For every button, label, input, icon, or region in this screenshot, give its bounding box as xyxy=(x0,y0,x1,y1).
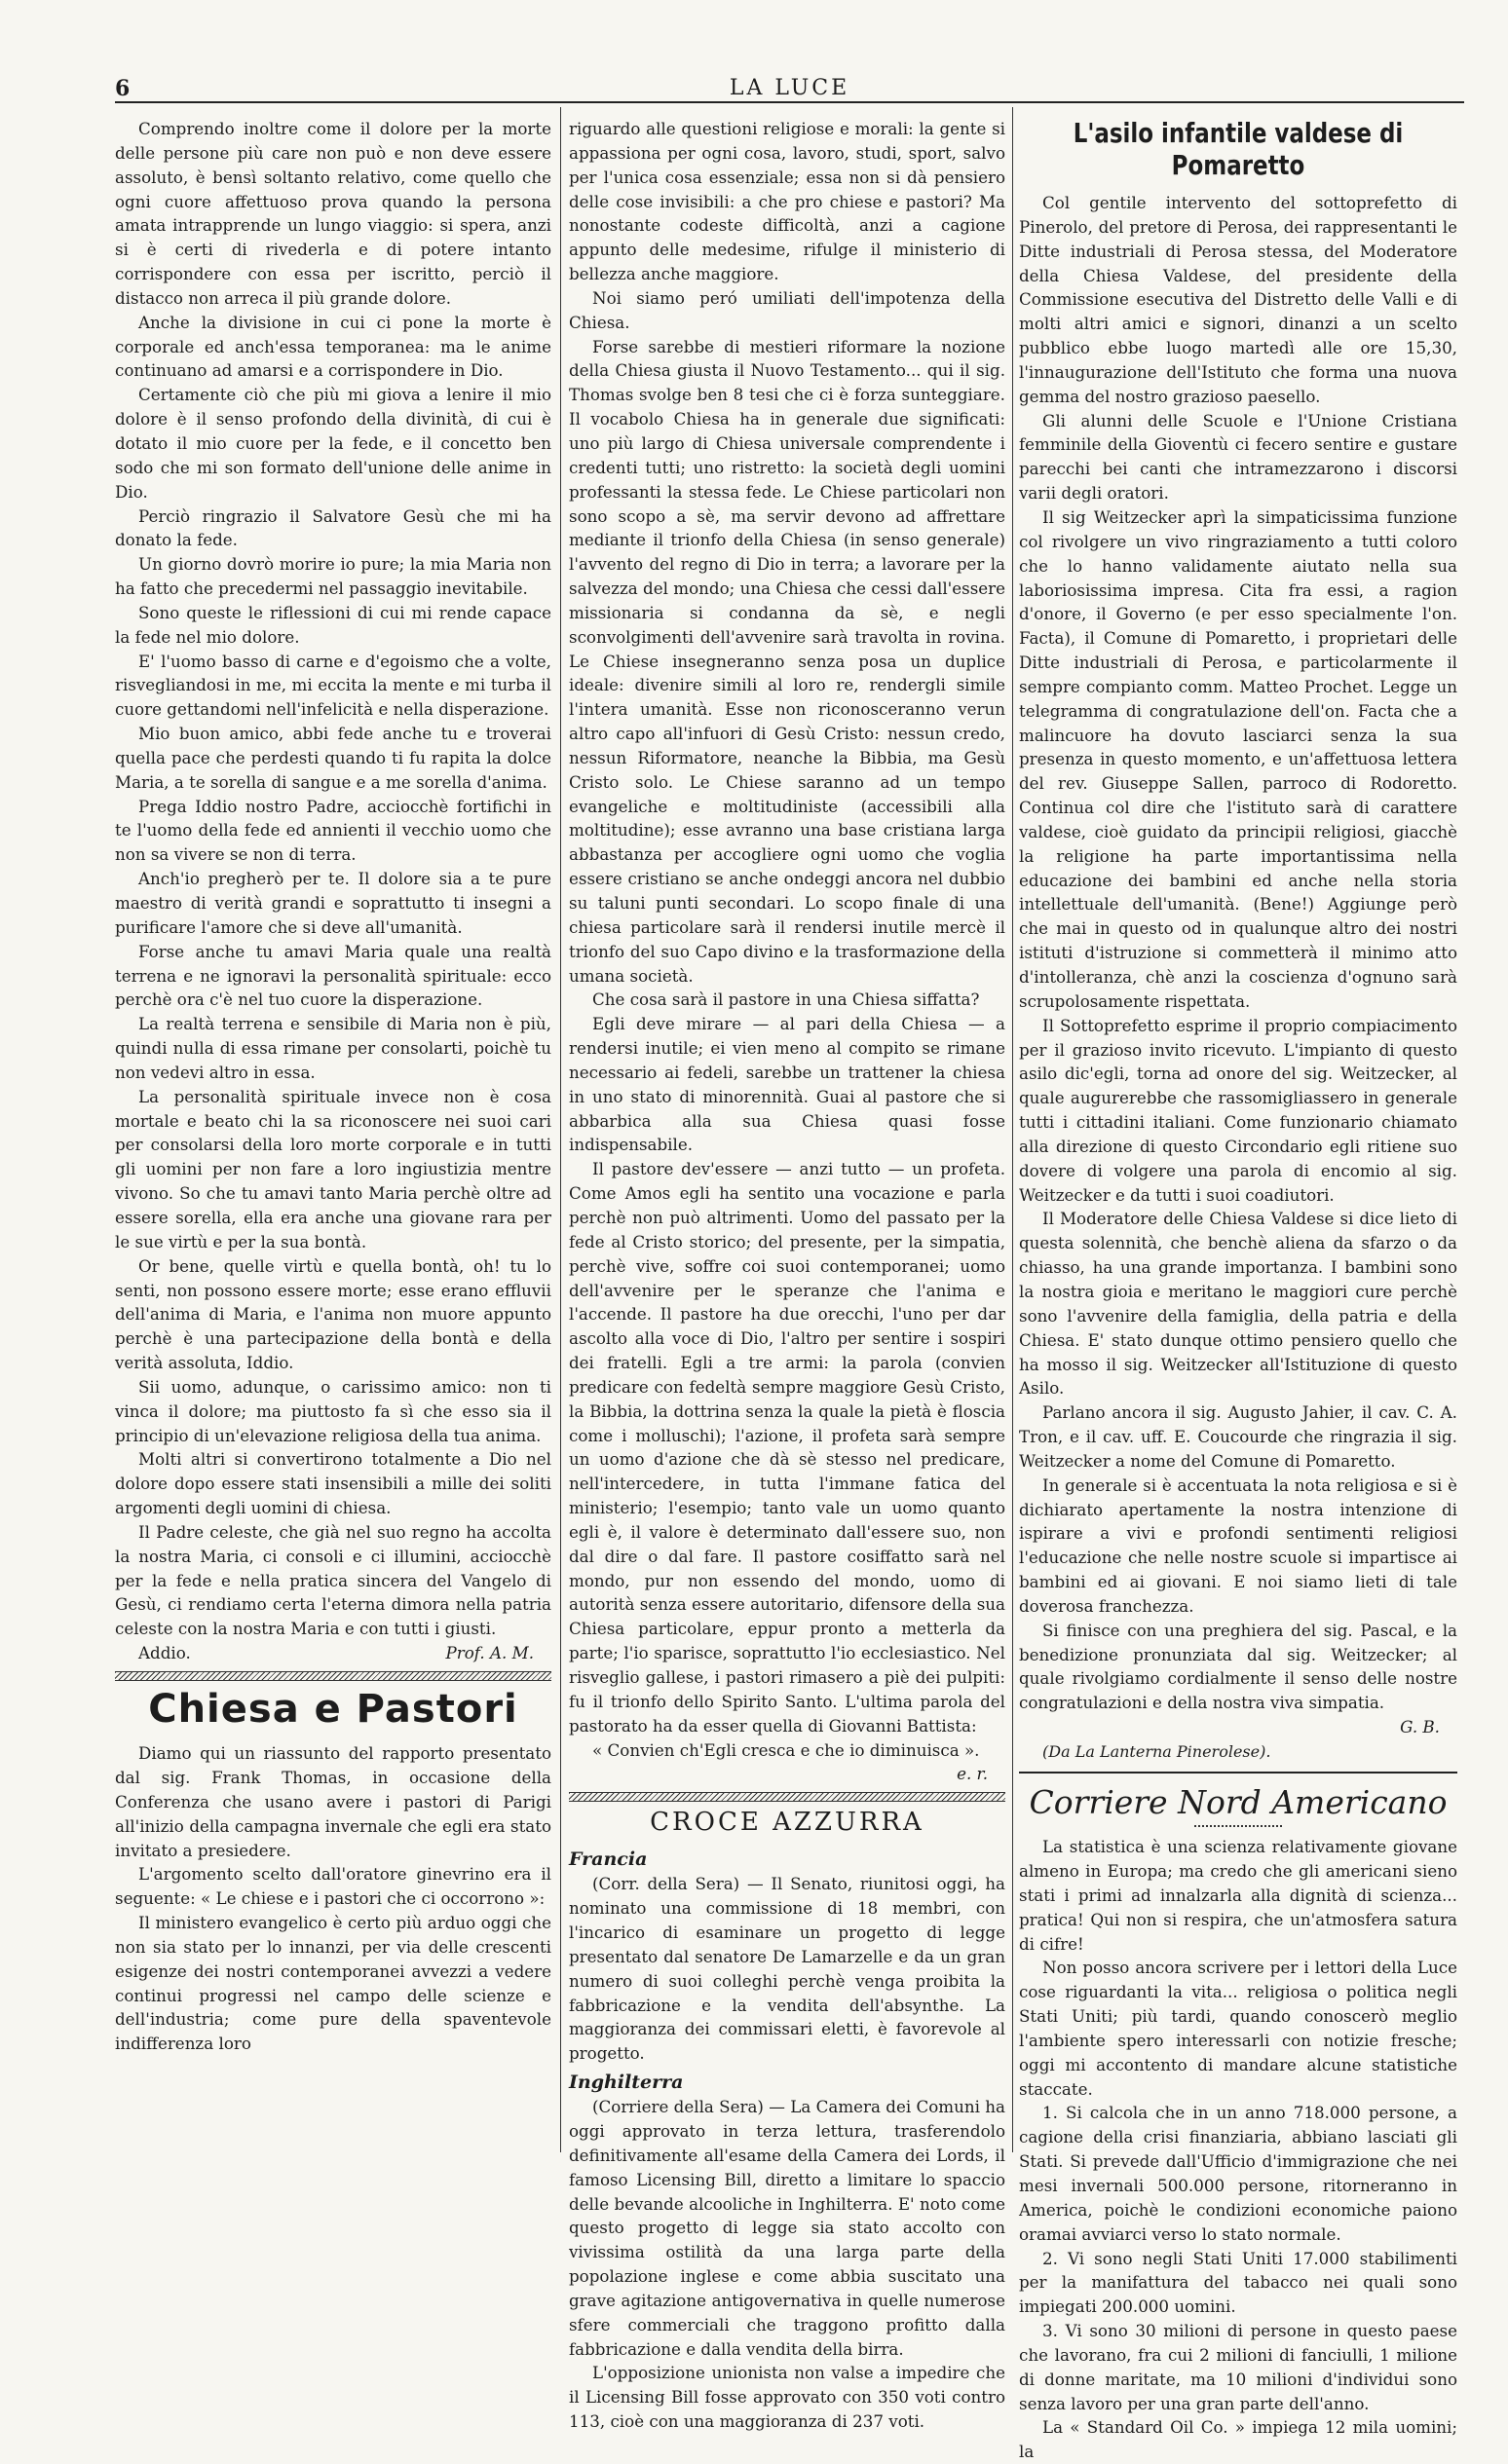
paragraph: Si finisce con una preghiera del sig. Pascal, e la benedizione pronunziata dal sig. Weitzecker; al quale rivolgiamo cordialmente il senso delle nostre congratulazioni e della nostra viva simpatia. xyxy=(1019,1620,1457,1713)
paragraph: L'argomento scelto dall'oratore ginevrino era il seguente: « Le chiese e i pastori che ci occorrono »: xyxy=(115,1864,551,1909)
paragraph: Or bene, quelle virtù e quella bontà, oh! tu lo senti, non possono essere morte; esse erano effluvii dell'anima di Maria, e l'anima non muore appunto perchè è una partecipazione della bontà e della verità assoluta, Iddio. xyxy=(115,1255,551,1373)
paragraph: 1. Si calcola che in un anno 718.000 persone, a cagione della crisi finanziaria, abbiano lasciati gli Stati. Si prevede dall'Ufficio d'immigrazione che nei mesi invernali 500.000 persone, ritorneranno in America, poichè le condizioni economiche paiono oramai avviarci verso lo stato normale. xyxy=(1019,2103,1457,2244)
paragraph: 3. Vi sono 30 milioni di persone in questo paese che lavorano, fra cui 2 milioni di fanciulli, 1 milione di donne maritate, ma 10 milioni d'individui sono senza lavoro per una gran parte dell'anno. xyxy=(1019,2321,1457,2413)
newspaper-title: LA LUCE xyxy=(729,76,850,100)
inghilterra-text: (Corriere della Sera) — La Camera dei Comuni ha oggi approvato in terza lettura, trasferendolo definitivamente all'esame della Camera dei Lords, il famoso Licensing Bill, diretto a limitare lo spaccio delle bevande alcooliche in Inghilterra. E' noto come questo progetto di legge sia stato accolto con vivissima ostilità da una larga parte della popolazione inglese e come abbia suscitato una grave agitazione antigovernativa in quelle numerose sfere commerciali che traggono profitto dalla fabbricazione e dalla vendita della birra. xyxy=(569,2097,1005,2359)
paragraph: La « Standard Oil Co. » impiega 12 mila uomini; la xyxy=(1019,2417,1457,2462)
paragraph: Sono queste le riflessioni di cui mi rende capace la fede nel mio dolore. xyxy=(115,602,551,647)
column-divider-1 xyxy=(560,107,561,2152)
paragraph: In generale si è accentuata la nota religiosa e si è dichiarato apertamente la nostra intenzione di ispirare a vivi e profondi sentimenti religiosi l'educazione che nelle nostre scuole si impartisce ai bambini ed ai giovani. E noi siamo lieti di tale doverosa franchezza. xyxy=(1019,1475,1457,1616)
paragraph: Mio buon amico, abbi fede anche tu e troverai quella pace che perdesti quando ti fu rapita la dolce Maria, a te sorella di sangue e a me sorella d'anima. xyxy=(115,724,551,792)
paragraph: Prega Iddio nostro Padre, acciocchè fortifichi in te l'uomo della fede ed annienti il vecchio uomo che non sa vivere se non di terra. xyxy=(115,796,551,865)
column-2 xyxy=(569,117,1005,2432)
paragraph: Egli deve mirare — al pari della Chiesa — a rendersi inutile; ei vien meno al compito se rimane necessario ai fedeli, sarebbe un trattener la chiesa in uno stato di minorennità. Guai al pastore che si abbarbica alla sua Chiesa quasi fosse indispensabile. xyxy=(569,1014,1005,1155)
paragraph: Anch'io pregherò per te. Il dolore sia a te pure maestro di verità grandi e soprattutto ti insegni a purificare l'amore che si deve all'umanità. xyxy=(115,869,551,937)
paragraph: Diamo qui un riassunto del rapporto presentato dal sig. Frank Thomas, in occasione della Conferenza che usano avere i pastori di Parigi all'inizio della campagna invernale che egli era stato invitato a presiedere. xyxy=(115,1743,551,1860)
paragraph: Il sig Weitzecker aprì la simpaticissima funzione col rivolgere un vivo ringraziamento a tutti coloro che lo hanno validamente aiutato nella sua laboriosissima impresa. Cita fra essi, a ragion d'onore, il Governo (e per esso specialmente l'on. Facta), il Comune di Pomaretto, i proprietari delle Ditte industriali di Perosa, e particolarmente il sempre compianto comm. Matteo Prochet. Legge un telegramma di congratulazione dell'on. Facta che a malincuore ha dovuto lasciarci senza la sua presenza in questo momento, e un'affettuosa lettera del rev. Giuseppe Sallen, parroco di Rodoretto. Continua col dire che l'istituto sarà di carattere valdese, cioè guidato da principii religiosi, giacchè la religione ha parte importantissima nella educazione dei bambini ed anche nella storia intellettuale dell'umanità. (Bene!) Aggiunge però che mai in questo od in qualunque altro dei nostri istituti d'istruzione si commetterà il minimo atto d'intolleranza, chè anzi la coscienza d'ognuno sarà scrupolosamente rispettata. xyxy=(1019,506,1457,1011)
asilo-article xyxy=(1019,191,1457,1764)
inghilterra-text-2: L'opposizione unionista non valse a impedire che il Licensing Bill fosse approvato con 350 voti contro 113, cioè con una maggioranza di 237 voti. xyxy=(569,2363,1005,2432)
asilo-heading xyxy=(1019,117,1457,181)
paragraph: Forse sarebbe di mestieri riformare la nozione della Chiesa giusta il Nuovo Testamento... qui il sig. Thomas svolge ben 8 tesi che ci è forza sunteggiare. Il vocabolo Chiesa ha in generale due significati: uno più largo di Chiesa universale comprendente i credenti tutti; uno ristretto: la società degli uomini professanti la stessa fede. Le Chiese particolari non sono scopo a sè, ma servir devono ad affrettare mediante il trionfo della Chiesa (in senso generale) l'avvento del regno di Dio in terra; a lavorare per la salvezza del mondo; una Chiesa che cessi dall'essere missionaria si condanna da sè, e negli sconvolgimenti dell'avvenire sarà travolta in rovina. Le Chiese insegneranno senza posa un duplice ideale: divenire simili al loro re, rendergli simile l'intera umanità. Esse non riconosceranno verun altro capo all'infuori di Gesù Cristo: nessun credo, nessun Riformatore, neanche la Bibbia, ma Gesù Cristo solo. Le Chiese saranno ad un tempo evangeliche e moltitudiniste (accessibili alla moltitudine); esse avranno una base cristiana larga abbastanza per accogliere ogni uomo che voglia essere cristiano se anche ondeggi ancora nel dubbio su taluni punti secondari. Lo scopo finale di una chiesa particolare sarà il rendersi inutile mercè il trionfo del suo Capo divino e la trasformazione della umana società. xyxy=(569,336,1005,986)
paragraph: Il ministero evangelico è certo più arduo oggi che non sia stato per lo innanzi, per via delle crescenti esigenze dei nostri contemporanei avvezzi a vedere continui progressi nel campo delle scienze e dell'industria; come pure della spaventevole indifferenza loro xyxy=(115,1913,551,2054)
paragraph: Sii uomo, adunque, o carissimo amico: non ti vinca il dolore; ma piuttosto fa sì che esso sia il principio di un'elevazione religiosa della tua anima. xyxy=(115,1376,551,1445)
paragraph: Perciò ringrazio il Salvatore Gesù che mi ha donato la fede. xyxy=(115,505,551,550)
corriere-article xyxy=(1019,1835,1457,2464)
closing: Addio. xyxy=(138,1643,191,1663)
croce-title: CROCE AZZURRA xyxy=(650,1808,924,1838)
paragraph: La personalità spirituale invece non è cosa mortale e beato chi la sa riconoscere nei suoi cari per consolarsi della loro morte corporale e in tutti gli uomini per non fare a loro ingiustizia mentre vivono. So che tu amavi tanto Maria perchè oltre ad essere sorella, ella era anche una giovane rara per le sue virtù e per la sua bontà. xyxy=(115,1086,551,1251)
paragraph: Comprendo inoltre come il dolore per la morte delle persone più care non può e non deve essere assoluto, è bensì soltanto relativo, come quello che ogni cuore affettuoso prova quando la persona amata intrapprende un lungo viaggio: si spera, anzi si è certi di rivederla e di potere intanto corrispondere con essa per iscritto, perciò il distacco non arreca il più grande dolore. xyxy=(115,119,551,308)
column-divider-2 xyxy=(1012,107,1013,2152)
column-1 xyxy=(115,117,551,2152)
paragraph: Parlano ancora il sig. Augusto Jahier, il cav. C. A. Tron, e il cav. uff. E. Coucourde che ringrazia il sig. Weitzecker a nome del Comune di Pomaretto. xyxy=(1019,1402,1457,1471)
paragraph: Il pastore dev'essere — anzi tutto — un profeta. Come Amos egli ha sentito una vocazione e parla perchè non può altrimenti. Uomo del passato per la fede al Cristo storico; del presente, per la simpatia, perchè vive, soffre coi suoi contemporanei; uomo dell'avvenire per le speranze che l'anima e l'accende. Il pastore ha due orecchi, l'uno per dar ascolto alla voce di Dio, l'altro per sentire i sospiri dei fratelli. Egli a tre armi: la parola (convien predicare con fedeltà sempre maggiore Gesù Cristo, la Bibbia, la dottrina senza la quale la pietà è floscia come i molluschi); l'azione, il profeta sarà sempre un uomo d'azione che dà sè stesso nel predicare, nell'intercedere, in tutta l'immane fatica del ministerio; l'esempio; tanto vale un uomo quanto egli è, il valore è determinato dall'essere suo, non dal dire o dal fare. Il pastore cosiffatto sarà nel mondo, pur non essendo del mondo, uomo di autorità senza essere autoritario, difensore della sua Chiesa particolare, eppur pronto a metterla da parte; l'io sparisce, soprattutto l'io ecclesiastico. Nel risveglio gallese, i pastori rimasero a piè dei pulpiti: fu il trionfo dello Spirito Santo. L'ultima parola del pastorato ha da esser quella di Giovanni Battista: xyxy=(569,1159,1005,1736)
paragraph: Anche la divisione in cui ci pone la morte è corporale ed anch'essa temporanea: ma le anime continuano ad amarsi e a corrispondere in Dio. xyxy=(115,312,551,381)
inghilterra-subhead: Inghilterra xyxy=(569,2072,684,2094)
croce-heading xyxy=(569,1808,1005,1837)
chiesa-article-continued xyxy=(569,117,1005,1786)
chiesa-article xyxy=(115,1741,551,2056)
article-source: (Da La Lanterna Pinerolese). xyxy=(1042,1742,1271,1762)
chiesa-title: Chiesa e Pastori xyxy=(148,1687,518,1733)
letter-article xyxy=(115,117,551,1665)
paragraph: 2. Vi sono negli Stati Uniti 17.000 stabilimenti per la manifattura del tabacco nei quali sono impiegati 200.000 uomini. xyxy=(1019,2248,1457,2317)
paragraph: La statistica è una scienza relativamente giovane almeno in Europa; ma credo che gli americani sieno stati i primi ad innalzarla alla dignità di scienza... pratica! Qui non si respira, che un'atmosfera satura di cifre! xyxy=(1019,1837,1457,1954)
paragraph: Un giorno dovrò morire io pure; la mia Maria non ha fatto che precedermi nel passaggio inevitabile. xyxy=(115,554,551,599)
francia-subhead: Francia xyxy=(569,1848,648,1871)
paragraph: Il Moderatore delle Chiesa Valdese si dice lieto di questa solennità, che benchè aliena da sfarzo o da chiasso, ha una grande importanza. I bambini sono la nostra gioia e meritano le maggiori cure perchè sono l'avvenire della famiglia, della patria e della Chiesa. E' stato dunque ottimo pensiero quello che ha mosso il sig. Weitzecker all'Istituzione di questo Asilo. xyxy=(1019,1209,1457,1399)
paragraph: Noi siamo peró umiliati dell'impotenza della Chiesa. xyxy=(569,287,1005,332)
corriere-title: Corriere Nord Americano xyxy=(1029,1783,1448,1822)
section-separator xyxy=(1019,1772,1457,1773)
initials: G. B. xyxy=(1400,1717,1440,1737)
paragraph: E' l'uomo basso di carne e d'egoismo che a volte, risvegliandosi in me, mi eccita la mente e mi turba il cuore gettandomi nell'infelicità e nella disperazione. xyxy=(115,651,551,720)
paragraph: Col gentile intervento del sottoprefetto di Pinerolo, del pretore di Perosa, dei rappresentanti le Ditte industriali di Perosa stessa, del Moderatore della Chiesa Valdese, del presidente della Commissione esecutiva del Distretto delle Valli e di molti altri amici e signori, dinanzi a un scelto pubblico ebbe luogo martedì alle ore 15,30, l'innaugurazione dell'Istituto che forma una nuova gemma del nostro grazioso paesello. xyxy=(1019,193,1457,406)
paragraph: Il Padre celeste, che già nel suo regno ha accolta la nostra Maria, ci consoli e ci illumini, acciocchè per la fede e nella pratica sincera del Vangelo di Gesù, ci rendiamo certa l'eterna dimora nella patria celeste con la nostra Maria e con tutti i giusti. xyxy=(115,1521,551,1639)
paragraph: Forse anche tu amavi Maria quale una realtà terrena e ne ignoravi la personalità spirituale: ecco perchè ora c'è nel tuo cuore la disperazione. xyxy=(115,941,551,1010)
paragraph: Il Sottoprefetto esprime il proprio compiacimento per il grazioso invito ricevuto. L'impianto di questo asilo dic'egli, torna ad onore del sig. Weitzecker, al quale augurerebbe che rassomigliassero in generale tutti i cittadini italiani. Come funzionario chiamato alla direzione di questo Circondario egli ritiene suo dovere di volgere una parola di encomio al sig. Weitzecker e da tutti i suoi coadiutori. xyxy=(1019,1015,1457,1205)
paragraph: Certamente ciò che più mi giova a lenire il mio dolore è il senso profondo della divinità, di cui è dotato il mio cuore per la fede, e il concetto ben sodo che mi son formato dell'unione delle anime in Dio. xyxy=(115,385,551,502)
ornamental-separator xyxy=(569,1792,1005,1802)
paragraph: Non posso ancora scrivere per i lettori della Luce cose riguardanti la vita... religiosa o politica negli Stati Uniti; più tardi, quando conoscerò meglio l'ambiente spero interessarli con notizie fresche; oggi mi accontento di mandare alcune statistiche staccate. xyxy=(1019,1958,1457,2099)
initials: e. r. xyxy=(957,1764,988,1784)
article-initials xyxy=(1019,1715,1457,1739)
asilo-title: L'asilo infantile valdese di Pomaretto xyxy=(1073,117,1404,181)
francia-text: (Corr. della Sera) — Il Senato, riunitosi oggi, ha nominato una commissione di 18 membri, con l'incarico di esaminare un progetto di legge presentato dal senatore De Lamarzelle e da un gran numero di suoi colleghi perchè venga proibita la fabbricazione e la vendita dell'absynthe. La maggioranza dei commissari eletti, è favorevole al progetto. xyxy=(569,1874,1005,2064)
header-rule xyxy=(115,101,1464,103)
paragraph: Che cosa sarà il pastore in una Chiesa siffatta? xyxy=(592,989,980,1010)
paragraph: « Convien ch'Egli cresca e che io diminuisca ». xyxy=(592,1739,980,1760)
ornamental-separator xyxy=(115,1671,551,1681)
article-initials xyxy=(569,1762,1005,1786)
paragraph: Gli alunni delle Scuole e l'Unione Cristiana femminile della Gioventù ci fecero sentire e gustare parecchi bei canti che intramezzarono i discorsi varii degli oratori. xyxy=(1019,410,1457,504)
paragraph: riguardo alle questioni religiose e morali: la gente si appassiona per ogni cosa, lavoro, studi, sport, salvo per l'unica cosa essenziale; essa non si dà pensiero delle cose invisibili: a che pro chiese e pastori? Ma nonostante codeste difficoltà, anzi a cagione appunto delle medesime, rifulge il ministerio di bellezza anche maggiore. xyxy=(569,119,1005,284)
corriere-heading xyxy=(1019,1783,1457,1821)
paragraph: Molti altri si convertirono totalmente a Dio nel dolore dopo essere stati insensibili a mille dei soliti argomenti degli uomini di chiesa. xyxy=(115,1449,551,1518)
paragraph: La realtà terrena e sensibile di Maria non è più, quindi nulla di essa rimane per consolarti, poichè tu non vedevi altro in essa. xyxy=(115,1014,551,1082)
author: Prof. A. M. xyxy=(445,1643,534,1663)
page-header xyxy=(115,76,1464,101)
column-3 xyxy=(1019,117,1457,2462)
page-number: 6 xyxy=(115,76,131,101)
chiesa-heading xyxy=(115,1687,551,1732)
letter-signature xyxy=(115,1641,551,1665)
